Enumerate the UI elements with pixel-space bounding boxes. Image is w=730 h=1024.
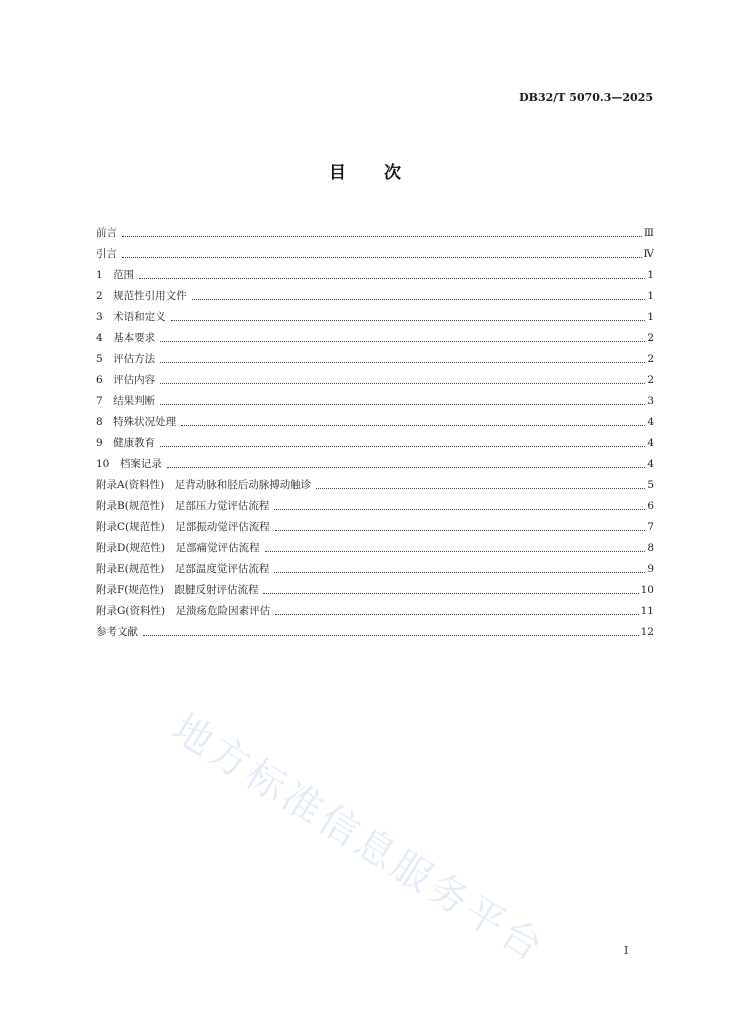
toc-entry-page: Ⅳ — [643, 248, 654, 260]
toc-entry-label: 附录A(资料性) 足背动脉和胫后动脉搏动触诊 — [96, 479, 312, 491]
toc-entry[interactable] — [96, 408, 654, 429]
toc-entry-page: 9 — [647, 563, 654, 575]
page-title-char-2: 次 — [384, 163, 401, 183]
toc-leader-dots — [160, 446, 645, 447]
toc-entry-page: 5 — [647, 479, 654, 491]
toc-leader-dots — [160, 404, 645, 405]
toc-entry-page: 1 — [647, 290, 654, 302]
toc-leader-dots — [316, 488, 645, 489]
toc-entry[interactable] — [96, 324, 654, 345]
toc-leader-dots — [274, 509, 645, 510]
toc-entry-page: 11 — [640, 605, 654, 617]
toc-entry-label: 引言 — [96, 248, 117, 260]
toc-entry-label: 参考文献 — [96, 626, 138, 638]
toc-entry-label: 附录C(规范性) 足部振动觉评估流程 — [96, 521, 270, 533]
toc-entry-page: 2 — [647, 332, 654, 344]
toc-leader-dots — [181, 425, 645, 426]
page-number: I — [624, 944, 629, 957]
toc-entry-page: 4 — [647, 458, 654, 470]
toc-entry-label: 附录B(规范性) 足部压力觉评估流程 — [96, 500, 270, 512]
toc-leader-dots — [171, 320, 646, 321]
toc-entry-label: 4 基本要求 — [96, 332, 156, 344]
toc-entry-page: 1 — [647, 311, 654, 323]
toc-entry-label: 5 评估方法 — [96, 353, 156, 365]
toc-entry-label: 6 评估内容 — [96, 374, 156, 386]
toc-entry-page: 12 — [640, 626, 654, 638]
toc-entry[interactable] — [96, 534, 654, 555]
toc-entry-page: 3 — [647, 395, 654, 407]
toc-leader-dots — [192, 299, 646, 300]
toc-entry-page: 10 — [640, 584, 654, 596]
toc-entry-label: 10 档案记录 — [96, 458, 162, 470]
toc-leader-dots — [265, 551, 646, 552]
toc-leader-dots — [274, 572, 645, 573]
toc-entry-label: 8 特殊状况处理 — [96, 416, 177, 428]
toc-entry[interactable] — [96, 492, 654, 513]
toc-leader-dots — [122, 236, 642, 237]
toc-entry-page: 6 — [647, 500, 654, 512]
toc-entry[interactable] — [96, 513, 654, 534]
toc-entry[interactable] — [96, 303, 654, 324]
toc-entry-page: 1 — [647, 269, 654, 281]
toc-entry[interactable] — [96, 576, 654, 597]
toc-entry-page: 2 — [647, 353, 654, 365]
toc-entry-label: 附录F(规范性) 跟腱反射评估流程 — [96, 584, 259, 596]
toc-entry-page: 7 — [647, 521, 654, 533]
toc-entry-label: 3 术语和定义 — [96, 311, 166, 323]
toc-entry-label: 附录G(资料性) 足溃疡危险因素评估 — [96, 605, 271, 617]
document-code: DB32/T 5070.3—2025 — [519, 91, 653, 104]
toc-entry-label: 2 规范性引用文件 — [96, 290, 187, 302]
toc-leader-dots — [160, 362, 645, 363]
toc-entry[interactable] — [96, 387, 654, 408]
toc-entry-label: 前言 — [96, 227, 117, 239]
toc-leader-dots — [122, 257, 642, 258]
toc-entry[interactable] — [96, 618, 654, 639]
toc-leader-dots — [275, 530, 646, 531]
page-title — [0, 158, 730, 183]
toc-leader-dots — [167, 467, 645, 468]
toc-entry[interactable] — [96, 240, 654, 261]
toc-entry-label: 7 结果判断 — [96, 395, 156, 407]
table-of-contents — [96, 219, 654, 639]
toc-entry-label: 1 范围 — [96, 269, 135, 281]
toc-leader-dots — [139, 278, 645, 279]
toc-entry[interactable] — [96, 597, 654, 618]
page-title-char-1: 目 — [329, 163, 346, 183]
toc-entry-page: Ⅲ — [643, 227, 654, 239]
toc-entry-page: 4 — [647, 416, 654, 428]
toc-entry-label: 9 健康教育 — [96, 437, 156, 449]
toc-entry[interactable] — [96, 471, 654, 492]
toc-leader-dots — [160, 383, 645, 384]
toc-entry[interactable] — [96, 219, 654, 240]
toc-entry[interactable] — [96, 366, 654, 387]
toc-leader-dots — [143, 635, 639, 636]
toc-entry[interactable] — [96, 345, 654, 366]
toc-entry-page: 4 — [647, 437, 654, 449]
toc-entry[interactable] — [96, 555, 654, 576]
toc-leader-dots — [275, 614, 639, 615]
toc-entry-page: 8 — [647, 542, 654, 554]
toc-entry-label: 附录E(规范性) 足部温度觉评估流程 — [96, 563, 270, 575]
toc-entry[interactable] — [96, 429, 654, 450]
watermark: 地方标准信息服务平台 — [164, 705, 553, 972]
toc-entry-label: 附录D(规范性) 足部痛觉评估流程 — [96, 542, 260, 554]
toc-entry[interactable] — [96, 261, 654, 282]
toc-entry-page: 2 — [647, 374, 654, 386]
toc-leader-dots — [160, 341, 645, 342]
toc-leader-dots — [263, 593, 638, 594]
toc-entry[interactable] — [96, 282, 654, 303]
toc-entry[interactable] — [96, 450, 654, 471]
